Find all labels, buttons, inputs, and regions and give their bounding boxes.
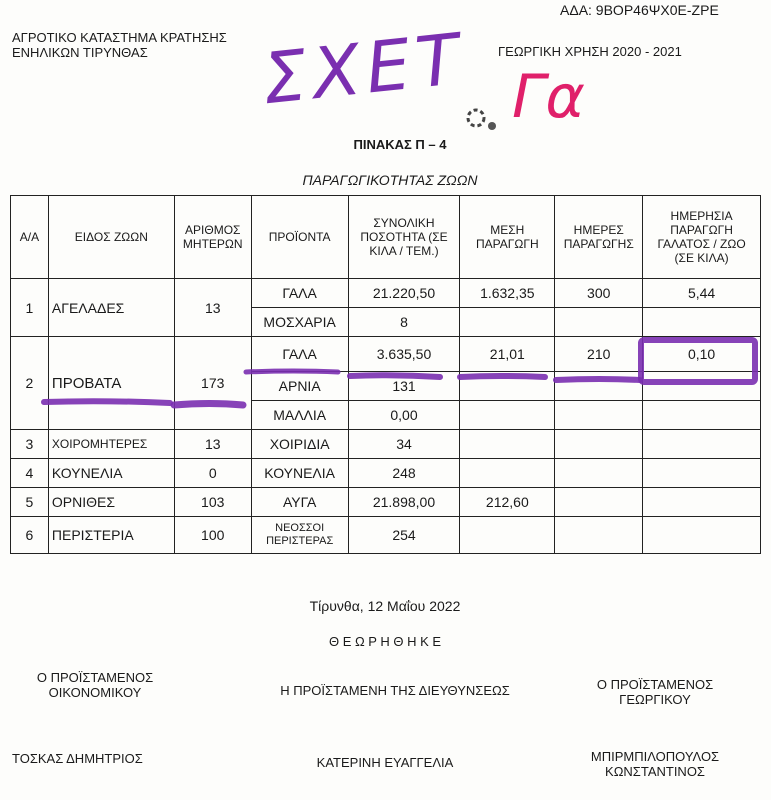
row-product bbox=[251, 517, 348, 554]
fiscal-year: ΓΕΩΡΓΙΚΗ ΧΡΗΣΗ 2020 - 2021 bbox=[498, 44, 682, 59]
row-product: ΑΥΓΑ bbox=[251, 488, 348, 517]
row-quantity: 0,00 bbox=[348, 401, 460, 430]
row-quantity: 8 bbox=[348, 308, 460, 337]
org-name-line2: ΕΝΗΛΙΚΩΝ ΤΙΡΥΝΘΑΣ bbox=[12, 45, 148, 60]
row-product: ΜΑΛΛΙΑ bbox=[251, 401, 348, 430]
ada-code: ΑΔΑ: 9ΒΟΡ46ΨΧ0Ε-ΖΡΕ bbox=[560, 2, 719, 18]
col-header-mothers: ΑΡΙΘΜΟΣ ΜΗΤΕΡΩΝ bbox=[174, 196, 251, 279]
row-mean: 212,60 bbox=[460, 488, 555, 517]
row-quantity: 248 bbox=[348, 459, 460, 488]
row-mothers: 0 bbox=[174, 459, 251, 488]
row-no: 1 bbox=[11, 279, 49, 337]
row-mean: 21,01 bbox=[460, 337, 555, 372]
row-mothers: 13 bbox=[174, 279, 251, 337]
org-name-line1: ΑΓΡΟΤΙΚΟ ΚΑΤΑΣΤΗΜΑ ΚΡΑΤΗΣΗΣ bbox=[12, 30, 227, 45]
signatory-1-name: ΤΟΣΚΑΣ ΔΗΜΗΤΡΙΟΣ bbox=[12, 751, 143, 766]
signatory-1-title-line1: Ο ΠΡΟΪΣΤΑΜΕΝΟΣ bbox=[36, 670, 154, 685]
row-product-line1: ΝΕΟΣΣΟΙ bbox=[275, 522, 325, 534]
row-product: ΑΡΝΙΑ bbox=[251, 372, 348, 401]
signatory-3-title-line1: Ο ΠΡΟΪΣΤΑΜΕΝΟΣ bbox=[596, 677, 714, 692]
col-header-days: ΗΜΕΡΕΣ ΠΑΡΑΓΩΓΗΣ bbox=[555, 196, 643, 279]
row-quantity: 3.635,50 bbox=[348, 337, 460, 372]
table-row bbox=[11, 488, 761, 517]
col-header-daily: ΗΜΕΡΗΣΙΑ ΠΑΡΑΓΩΓΗ ΓΑΛΑΤΟΣ / ΖΩΟ (ΣΕ ΚΙΛΑ) bbox=[643, 196, 761, 279]
table-row bbox=[11, 459, 761, 488]
row-kind: ΠΡΟΒΑΤΑ bbox=[48, 337, 174, 430]
row-no: 5 bbox=[11, 488, 49, 517]
row-days: 210 bbox=[555, 337, 643, 372]
signatory-2-name: ΚΑΤΕΡΙΝΗ ΕΥΑΓΓΕΛΙΑ bbox=[316, 755, 454, 770]
table-row bbox=[11, 279, 761, 308]
row-mothers: 173 bbox=[174, 337, 251, 430]
signatory-3-name-line1: ΜΠΙΡΜΠΙΛΟΠΟΥΛΟΣ bbox=[590, 749, 720, 764]
table-row bbox=[11, 517, 761, 554]
ink-smudge bbox=[458, 100, 508, 140]
row-no: 3 bbox=[11, 430, 49, 459]
row-product: ΚΟΥΝΕΛΙΑ bbox=[251, 459, 348, 488]
row-product: ΧΟΙΡΙΔΙΑ bbox=[251, 430, 348, 459]
row-no: 2 bbox=[11, 337, 49, 430]
signatory-3-title bbox=[560, 677, 750, 707]
row-daily: 0,10 bbox=[643, 337, 761, 372]
row-quantity: 131 bbox=[348, 372, 460, 401]
place-date: Τίρυνθα, 12 Μαΐου 2022 bbox=[309, 598, 461, 614]
row-kind: ΧΟΙΡΟΜΗΤΕΡΕΣ bbox=[48, 430, 174, 459]
signatory-2-title: Η ΠΡΟΪΣΤΑΜΕΝΗ ΤΗΣ ΔΙΕΥΘΥΝΣΕΩΣ bbox=[280, 683, 510, 698]
handwritten-note-purple: ΣΧΕΤ bbox=[258, 17, 469, 121]
table-row bbox=[11, 430, 761, 459]
approved-label: Θ Ε Ω Ρ Η Θ Η Κ Ε bbox=[328, 634, 442, 649]
row-mean: 1.632,35 bbox=[460, 279, 555, 308]
signatory-3-title-line2: ΓΕΩΡΓΙΚΟΥ bbox=[619, 692, 691, 707]
signatory-3-name-line2: ΚΩΝΣΤΑΝΤΙΝΟΣ bbox=[605, 764, 705, 779]
table-header-row bbox=[11, 196, 761, 279]
col-header-products: ΠΡΟΪΟΝΤΑ bbox=[251, 196, 348, 279]
signatory-1-title bbox=[10, 670, 180, 700]
row-no: 6 bbox=[11, 517, 49, 554]
row-product: ΓΑΛΑ bbox=[251, 279, 348, 308]
row-product-line2: ΠΕΡΙΣΤΕΡΑΣ bbox=[266, 535, 334, 547]
col-header-total: ΣΥΝΟΛΙΚΗ ΠΟΣΟΤΗΤΑ (ΣΕ ΚΙΛΑ / ΤΕΜ.) bbox=[348, 196, 460, 279]
table-row bbox=[11, 337, 761, 372]
col-header-kind: ΕΙΔΟΣ ΖΩΩΝ bbox=[48, 196, 174, 279]
row-kind: ΟΡΝΙΘΕΣ bbox=[48, 488, 174, 517]
productivity-table bbox=[10, 195, 761, 554]
signatory-3-name bbox=[560, 749, 750, 779]
row-kind: ΚΟΥΝΕΛΙΑ bbox=[48, 459, 174, 488]
row-quantity: 21.898,00 bbox=[348, 488, 460, 517]
col-header-mean: ΜΕΣΗ ΠΑΡΑΓΩΓΗ bbox=[460, 196, 555, 279]
row-mothers: 13 bbox=[174, 430, 251, 459]
col-header-aa: Α/Α bbox=[11, 196, 49, 279]
row-mothers: 100 bbox=[174, 517, 251, 554]
row-mothers: 103 bbox=[174, 488, 251, 517]
table-title: ΠΑΡΑΓΩΓΙΚΟΤΗΤΑΣ ΖΩΩΝ bbox=[302, 172, 478, 188]
row-quantity: 34 bbox=[348, 430, 460, 459]
row-no: 4 bbox=[11, 459, 49, 488]
row-product: ΜΟΣΧΑΡΙΑ bbox=[251, 308, 348, 337]
handwritten-note-pink: Γα bbox=[512, 62, 585, 132]
signatory-1-title-line2: ΟΙΚΟΝΟΜΙΚΟΥ bbox=[48, 685, 142, 700]
row-quantity: 254 bbox=[348, 517, 460, 554]
row-kind: ΑΓΕΛΑΔΕΣ bbox=[48, 279, 174, 337]
row-quantity: 21.220,50 bbox=[348, 279, 460, 308]
row-daily: 5,44 bbox=[643, 279, 761, 308]
row-days: 300 bbox=[555, 279, 643, 308]
row-kind: ΠΕΡΙΣΤΕΡΙΑ bbox=[48, 517, 174, 554]
table-number: ΠΙΝΑΚΑΣ Π – 4 bbox=[353, 137, 447, 152]
row-product: ΓΑΛΑ bbox=[251, 337, 348, 372]
